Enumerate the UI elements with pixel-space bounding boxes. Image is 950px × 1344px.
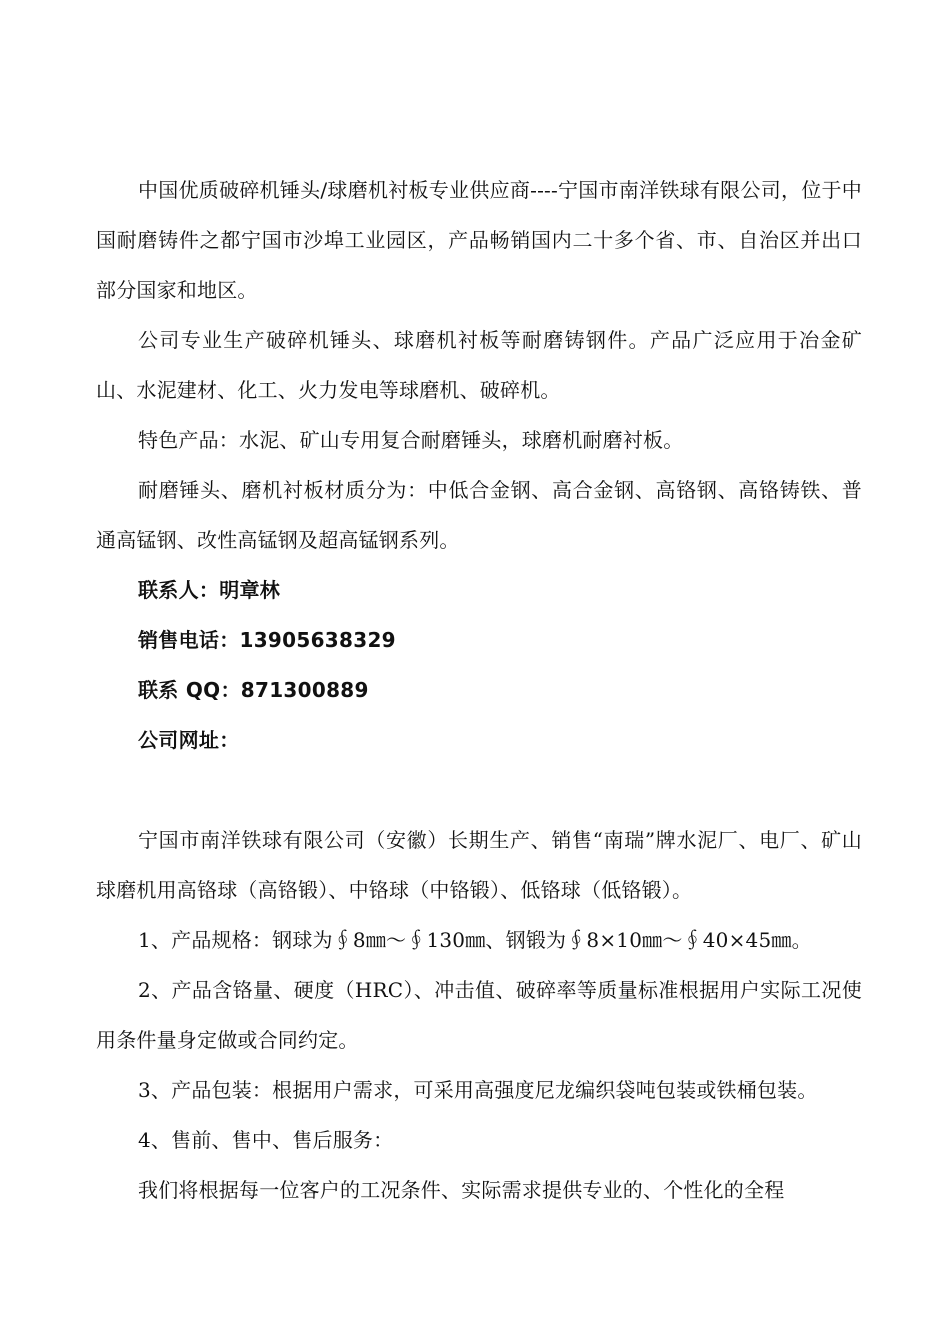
intro-paragraph-company: 中国优质破碎机锤头/球磨机衬板专业供应商----宁国市南洋铁球有限公司，位于中国耐磨铸件之都宁国市沙埠工业园区，产品畅销国内二十多个省、市、自治区并出口部分国家和地区。: [96, 178, 862, 302]
contact-qq: 联系 QQ：871300889: [138, 678, 369, 702]
product-service-item: 4、售前、售中、售后服务：: [138, 1128, 394, 1152]
intro-paragraph-featured: 特色产品：水泥、矿山专用复合耐磨锤头，球磨机耐磨衬板。: [138, 428, 684, 452]
intro-paragraph-products: 公司专业生产破碎机锤头、球磨机衬板等耐磨铸钢件。产品广泛应用于冶金矿山、水泥建材、化工、火力发电等球磨机、破碎机。: [96, 328, 862, 402]
company-website-label: 公司网址：: [138, 728, 240, 752]
sales-phone: 销售电话：13905638329: [138, 628, 396, 652]
product-packaging-item: 3、产品包装：根据用户需求，可采用高强度尼龙编织袋吨包装或铁桶包装。: [138, 1078, 818, 1102]
document-body: [96, 165, 862, 1215]
product-paragraph-overview: 宁国市南洋铁球有限公司（安徽）长期生产、销售“南瑞”牌水泥厂、电厂、矿山球磨机用高铬球（高铬锻）、中铬球（中铬锻）、低铬球（低铬锻）。: [96, 828, 862, 902]
intro-paragraph-materials: 耐磨锤头、磨机衬板材质分为：中低合金钢、高合金钢、高铬钢、高铬铸铁、普通高锰钢、改性高锰钢及超高锰钢系列。: [96, 478, 862, 552]
product-quality-item: 2、产品含铬量、硬度（HRC）、冲击值、破碎率等质量标准根据用户实际工况使用条件量身定做或合同约定。: [96, 978, 862, 1052]
contact-person: 联系人：明章林: [138, 578, 281, 602]
product-service-description: 我们将根据每一位客户的工况条件、实际需求提供专业的、个性化的全程: [138, 1178, 785, 1202]
product-spec-item: 1、产品规格：钢球为∮8㎜～∮130㎜、钢锻为∮8×10㎜～∮40×45㎜。: [138, 928, 812, 952]
section-spacer: [96, 765, 862, 815]
